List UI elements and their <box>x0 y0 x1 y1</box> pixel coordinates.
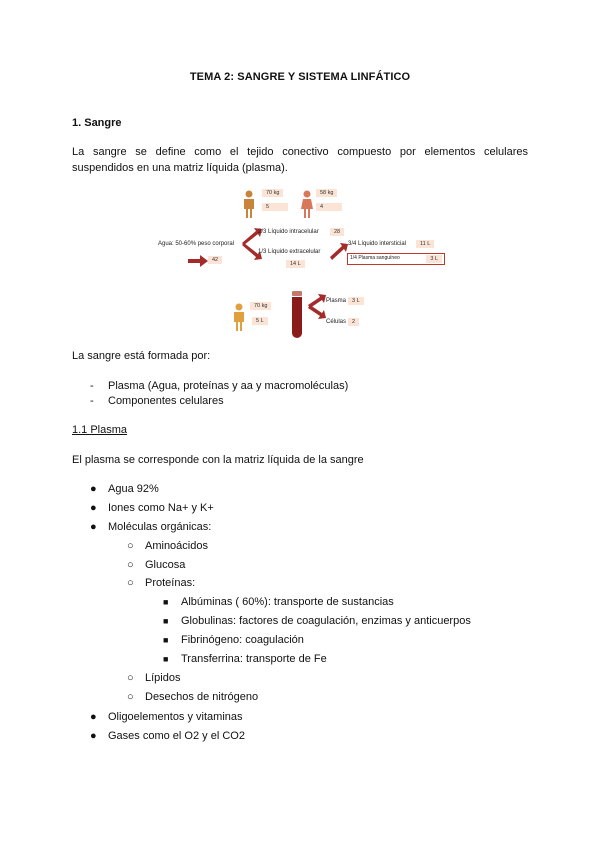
list-item: Iones como Na+ y K+ <box>108 502 214 514</box>
list-item: Oligoelementos y vitaminas <box>108 711 243 723</box>
female-weight-tag: 58 kg <box>316 189 337 197</box>
list-item: Aminoácidos <box>145 540 208 552</box>
list-item: Fibrinógeno: coagulación <box>181 634 304 646</box>
circle-bullet-icon: ○ <box>127 540 134 552</box>
list-item: Moléculas orgánicas: <box>108 521 212 533</box>
plasma-fraction-box <box>347 253 445 265</box>
sangre-definition: La sangre se define como el tejido conectivo compuesto por elementos celulares suspendidos en una matriz líquida (plasma). <box>72 146 528 174</box>
body-water-diagram <box>150 185 450 345</box>
plasma-fraction-value-tag: 3 L <box>426 255 442 263</box>
circle-bullet-icon: ○ <box>127 672 134 684</box>
list-item: Agua 92% <box>108 483 159 495</box>
cells-label: Células <box>326 319 347 325</box>
list-item: Lípidos <box>145 672 181 684</box>
square-bullet-icon: ■ <box>163 635 169 645</box>
section-heading-sangre: 1. Sangre <box>72 117 122 129</box>
circle-bullet-icon: ○ <box>127 559 134 571</box>
list-item: Desechos de nitrógeno <box>145 691 259 703</box>
bullet-icon: ● <box>90 730 97 742</box>
list-item: Proteínas: <box>145 577 196 589</box>
intracellular-value-tag: 28 <box>330 228 344 236</box>
male-weight-tag: 70 kg <box>262 189 283 197</box>
square-bullet-icon: ■ <box>163 616 169 626</box>
circle-bullet-icon: ○ <box>127 577 134 589</box>
bottom-value-tag: 5 L <box>252 317 268 325</box>
list-item: Albúminas ( 60%): transporte de sustancias <box>181 596 394 608</box>
interstitial-label: 3/4 Líquido intersticial <box>348 241 407 247</box>
composition-item: Componentes celulares <box>108 395 224 407</box>
square-bullet-icon: ■ <box>163 597 169 607</box>
extracellular-label: 1/3 Líquido extracelular <box>258 249 321 255</box>
composition-item: Plasma (Agua, proteínas y aa y macromoléculas) <box>108 380 349 392</box>
blood-tube-icon <box>290 291 304 339</box>
section-heading-plasma: 1.1 Plasma <box>72 424 128 436</box>
female-value-tag: 4 <box>316 203 342 211</box>
composition-item-dash: - <box>90 380 94 392</box>
circle-bullet-icon: ○ <box>127 691 134 703</box>
water-value-tag: 42 <box>208 256 222 264</box>
bullet-icon: ● <box>90 483 97 495</box>
male-value-tag: 5 <box>262 203 288 211</box>
extracellular-value-tag: 14 L <box>286 260 305 268</box>
water-arrow-icon <box>188 255 208 267</box>
plasma-value-tag: 3 L <box>348 297 364 305</box>
bullet-icon: ● <box>90 521 97 533</box>
list-item: Transferrina: transporte de Fe <box>181 653 327 665</box>
list-item: Glucosa <box>145 559 186 571</box>
person-bottom-icon <box>232 303 246 331</box>
person-female-icon <box>300 190 314 218</box>
tube-branch-arrows-icon <box>308 293 328 323</box>
composition-item-dash: - <box>90 395 94 407</box>
plasma-fraction-label: 1/4 Plasma sanguíneo <box>350 255 400 261</box>
person-male-icon <box>242 190 256 218</box>
list-item: Gases como el O2 y el CO2 <box>108 730 245 742</box>
cells-value-tag: 2 <box>348 318 359 326</box>
bullet-icon: ● <box>90 711 97 723</box>
bullet-icon: ● <box>90 502 97 514</box>
list-item: Globulinas: factores de coagulación, enzimas y anticuerpos <box>181 615 471 627</box>
bottom-weight-tag: 70 kg <box>250 302 271 310</box>
plasma-intro: El plasma se corresponde con la matriz líquida de la sangre <box>72 454 364 466</box>
interstitial-value-tag: 11 L <box>416 240 434 248</box>
intracellular-label: 2/3 Líquido intracelular <box>258 229 319 235</box>
composition-intro: La sangre está formada por: <box>72 350 211 362</box>
plasma-label: Plasma <box>326 298 347 304</box>
square-bullet-icon: ■ <box>163 654 169 664</box>
page-title: TEMA 2: SANGRE Y SISTEMA LINFÁTICO <box>189 71 411 83</box>
water-label: Agua: 50-60% peso corporal <box>158 241 235 247</box>
